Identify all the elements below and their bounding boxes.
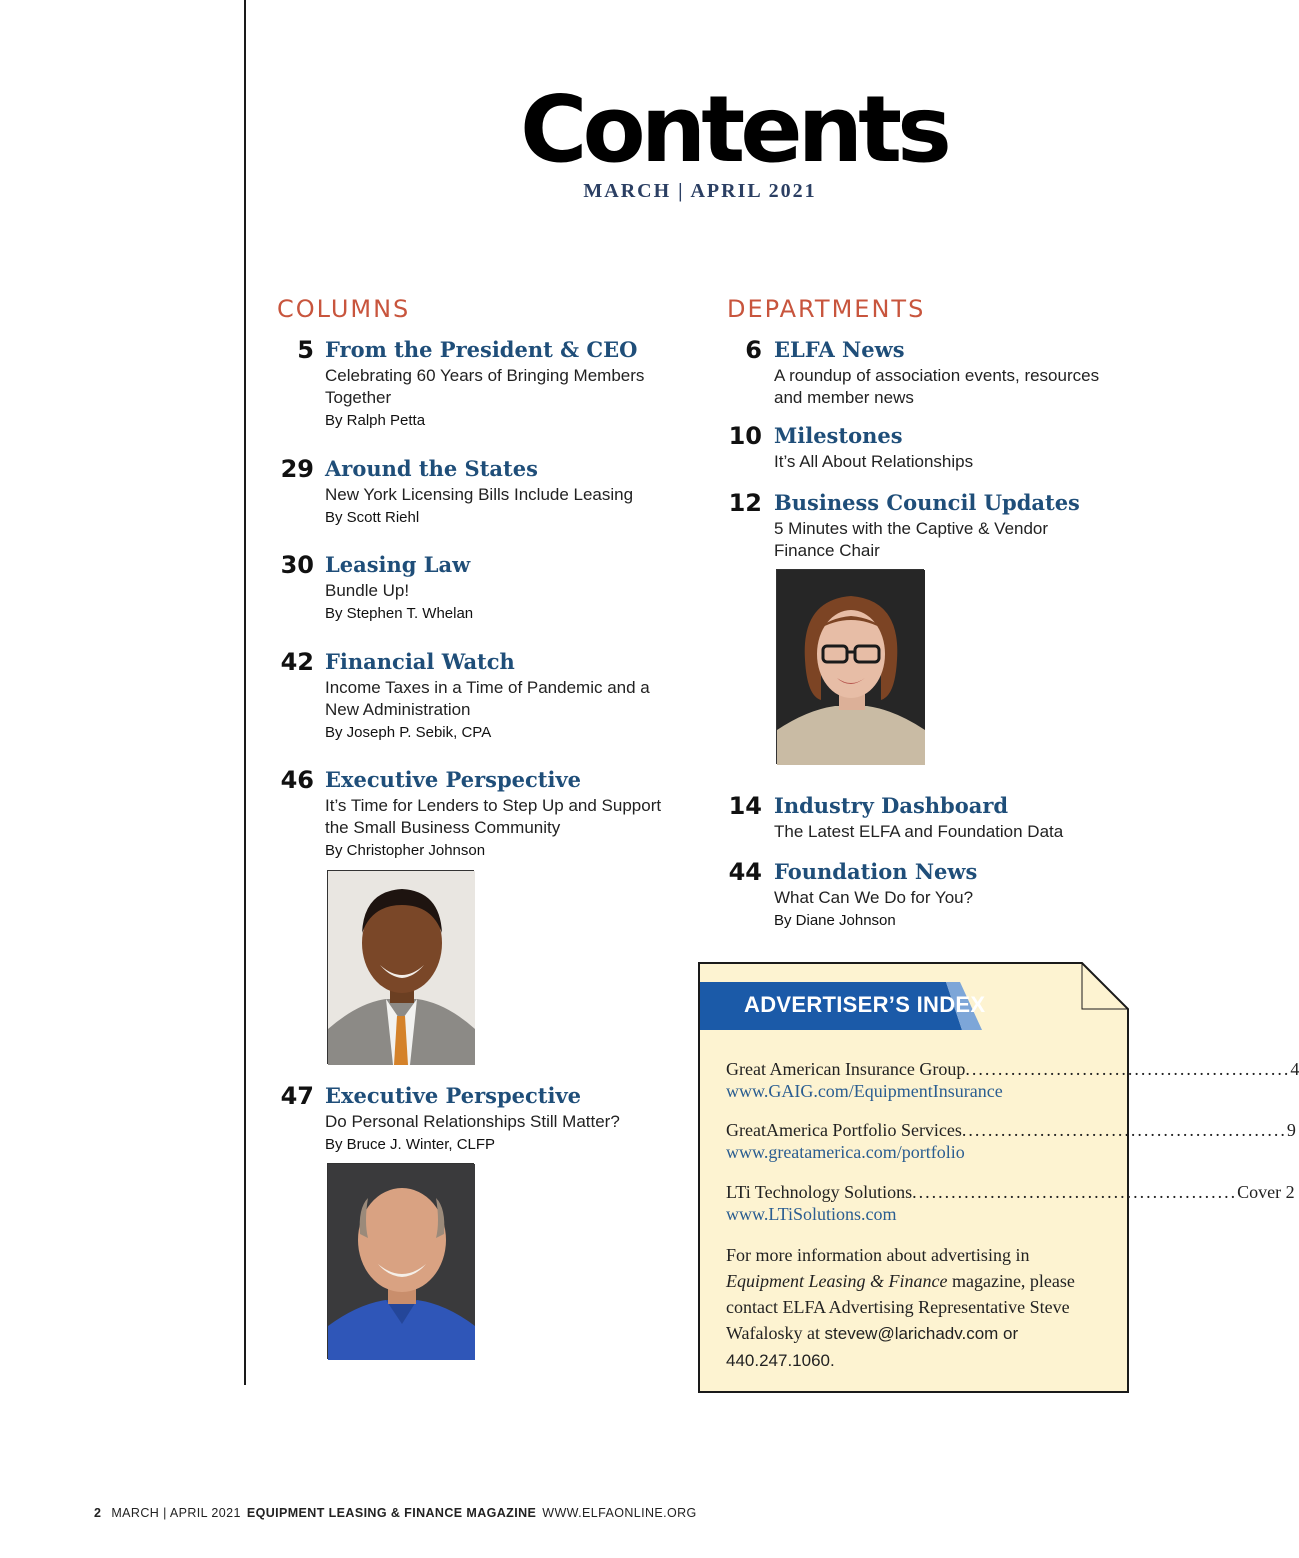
footer-page-number: 2 — [94, 1506, 102, 1520]
entry-title[interactable]: Leasing Law — [325, 552, 471, 577]
contact-text: magazine, please contact ELFA Advertising Representative Steve Wafalosky at — [726, 1271, 1075, 1343]
entry-title[interactable]: Executive Perspective — [325, 1083, 582, 1108]
advertiser-page: Cover 2 — [1237, 1182, 1295, 1202]
advertiser-page: 4 — [1290, 1059, 1299, 1079]
entry-byline: By Joseph P. Sebik, CPA — [325, 724, 492, 741]
page-number: 5 — [297, 336, 314, 364]
contact-text: For more information about advertising in — [726, 1245, 1030, 1265]
footer-magazine: EQUIPMENT LEASING & FINANCE MAGAZINE — [246, 1506, 537, 1520]
entry-description: What Can We Do for You? — [774, 888, 974, 907]
page-title: Contents — [520, 76, 947, 183]
advertiser-url[interactable]: www.GAIG.com/EquipmentInsurance — [726, 1081, 1003, 1101]
portrait-illustration — [328, 1164, 475, 1360]
portrait-illustration — [777, 570, 925, 765]
contact-phone: or 440.247.1060. — [726, 1324, 1019, 1370]
advertiser-url[interactable]: www.LTiSolutions.com — [726, 1204, 897, 1224]
entry-byline: By Bruce J. Winter, CLFP — [325, 1136, 496, 1153]
page-number: 30 — [280, 551, 314, 579]
leader-dots: .................................................. — [912, 1182, 1238, 1202]
portrait-illustration — [328, 871, 475, 1065]
entry-title[interactable]: Around the States — [325, 456, 538, 481]
advertiser-item[interactable] — [726, 1058, 1299, 1102]
advertisers-index-box — [698, 962, 1299, 1393]
entry-description: The Latest ELFA and Foundation Data — [774, 822, 1064, 841]
entry-description: 5 Minutes with the Captive & Vendor Finance Chair — [774, 519, 1049, 560]
author-photo-business-council-chair — [776, 569, 924, 764]
entry-title[interactable]: From the President & CEO — [325, 337, 638, 362]
advertisers-index-heading: ADVERTISER’S INDEX — [744, 992, 986, 1017]
page-number: 47 — [280, 1082, 314, 1110]
page-number: 42 — [280, 648, 314, 676]
entry-title[interactable]: Financial Watch — [325, 649, 515, 674]
entry-title[interactable]: ELFA News — [774, 337, 905, 362]
page-number: 6 — [745, 336, 762, 364]
entry-title[interactable]: Foundation News — [774, 859, 978, 884]
columns-heading: COLUMNS — [277, 295, 411, 323]
advertiser-name: LTi Technology Solutions — [726, 1182, 913, 1202]
contact-email[interactable]: stevew@larichadv.com — [824, 1324, 999, 1343]
advertiser-name: Great American Insurance Group — [726, 1059, 966, 1079]
entry-description: It’s Time for Lenders to Step Up and Support the Small Business Community — [325, 796, 662, 837]
entry-byline: By Christopher Johnson — [325, 842, 486, 859]
page-number: 14 — [728, 792, 762, 820]
entry-byline: By Stephen T. Whelan — [325, 605, 474, 622]
page-number: 29 — [280, 455, 314, 483]
page-number: 46 — [280, 766, 314, 794]
entry-description: New York Licensing Bills Include Leasing — [325, 485, 634, 504]
entry-title[interactable]: Milestones — [774, 423, 903, 448]
author-photo-christopher-johnson — [327, 870, 474, 1064]
entry-title[interactable]: Business Council Updates — [774, 490, 1080, 515]
entry-description: A roundup of association events, resources and member news — [774, 366, 1100, 407]
entry-byline: By Diane Johnson — [774, 912, 896, 929]
advertiser-name: GreatAmerica Portfolio Services — [726, 1120, 962, 1140]
author-photo-bruce-winter — [327, 1163, 474, 1359]
advertiser-item[interactable] — [726, 1119, 1296, 1163]
advertising-contact-info — [726, 1242, 1111, 1374]
entry-title[interactable]: Executive Perspective — [325, 767, 582, 792]
entry-description: Celebrating 60 Years of Bringing Members Together — [325, 366, 645, 407]
entry-title[interactable]: Industry Dashboard — [774, 793, 1009, 818]
leader-dots: .................................................. — [965, 1059, 1291, 1079]
magazine-name: Equipment Leasing & Finance — [726, 1271, 948, 1291]
issue-date: MARCH | APRIL 2021 — [583, 180, 817, 202]
advertiser-item[interactable] — [726, 1181, 1295, 1225]
advertiser-page: 9 — [1286, 1120, 1296, 1140]
departments-heading: DEPARTMENTS — [727, 295, 926, 323]
entry-byline: By Scott Riehl — [325, 509, 420, 526]
entry-description: Do Personal Relationships Still Matter? — [325, 1112, 620, 1131]
footer-issue: MARCH | APRIL 2021 — [111, 1506, 241, 1520]
page-footer — [94, 1506, 697, 1520]
entry-description: It’s All About Relationships — [774, 452, 974, 471]
vertical-rule — [244, 0, 246, 1385]
advertiser-url[interactable]: www.greatamerica.com/portfolio — [726, 1142, 965, 1162]
page-number: 12 — [728, 489, 762, 517]
page-number: 44 — [728, 858, 762, 886]
leader-dots: .................................................. — [961, 1120, 1287, 1140]
entry-description: Bundle Up! — [325, 581, 410, 600]
entry-description: Income Taxes in a Time of Pandemic and a New Administration — [325, 678, 650, 719]
entry-byline: By Ralph Petta — [325, 412, 426, 429]
footer-url[interactable]: WWW.ELFAONLINE.ORG — [542, 1506, 697, 1520]
page-number: 10 — [728, 422, 762, 450]
